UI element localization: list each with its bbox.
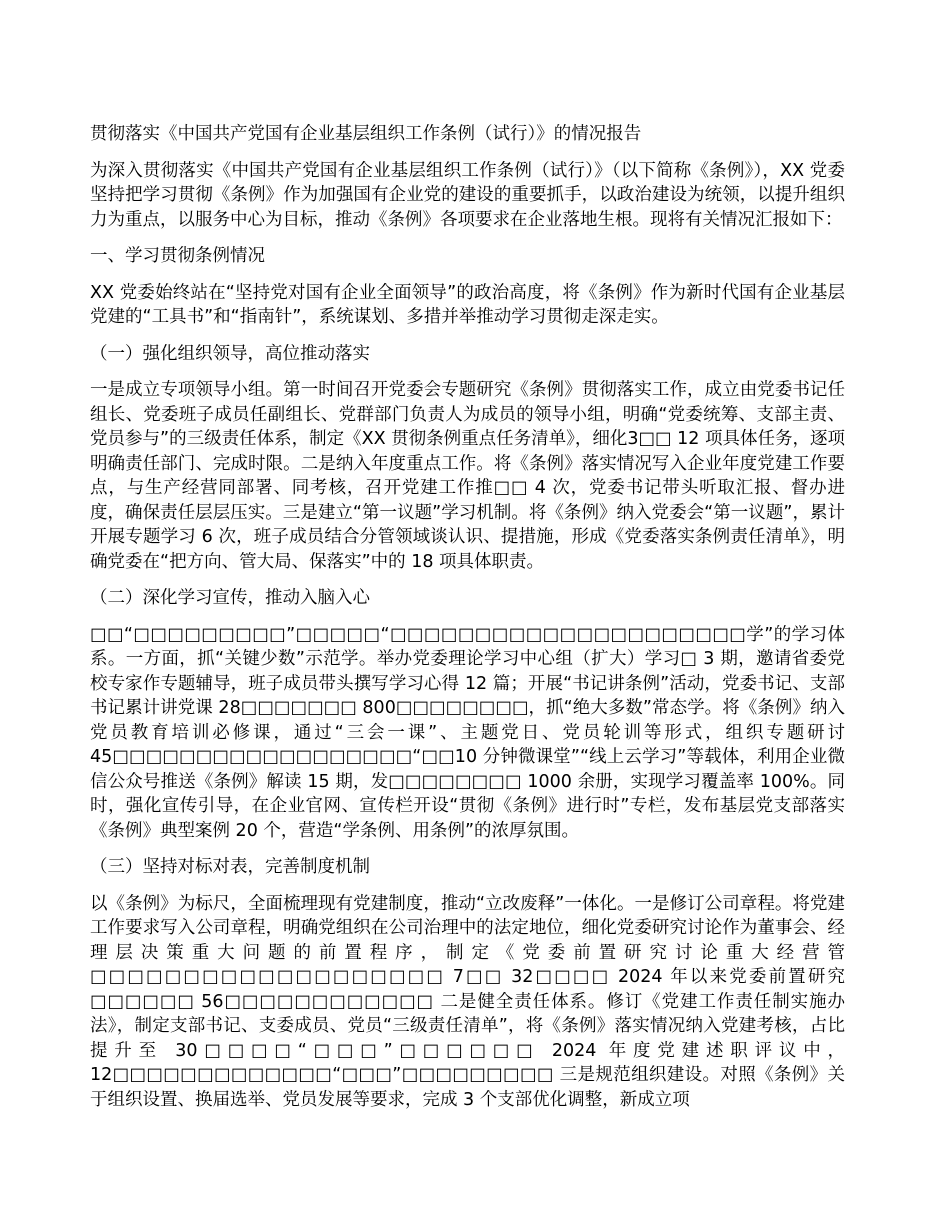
subsection-1-heading: （一）强化组织领导，高位推动落实 [90,343,370,364]
section-1-heading: 一、学习贯彻条例情况 [90,246,265,266]
subsection-2-heading: （二）深化学习宣传，推动入脑入心 [90,588,370,608]
intro-paragraph: 为深入贯彻落实《中国共产党国有企业基层组织工作条例（试行）》（以下简称《条例》），XX 党委坚持把学习贯彻《条例》作为加强国有企业党的建设的重要抓手，以政治建设为统领，以提升组织力为重点，以服务中心为目标，推动《条例》各项要求在企业落地生根。现将有关情况汇报如下： [90,160,845,230]
subsection-1-body: 一是成立专项领导小组。第一时间召开党委会专题研究《条例》贯彻落实工作，成立由党委书记任组长、党委班子成员任副组长、党群部门负责人为成员的领导小组，明确“党委统筹、支部主责、党员参与”的三级责任体系，制定《XX 贯彻条例重点任务清单》，细化3□□ 12 项具体任务，逐项明确责任部门、完成时限。二是纳入年度重点工作。将《条例》落实情况写入企业年度党建工作要点，与生产经营同部署、同考核，召开党建工作推□□ 4 次，党委书记带头听取汇报、督办进度，确保责任层层压实。三是建立“第一议题”学习机制。将《条例》纳入党委会“第一议题”，累计开展专题学习 6 次，班子成员结合分管领域谈认识、提措施，形成《党委落实条例责任清单》，明确党委在“把方向、管大局、保落实”中的 18 项具体职责。 [90,380,845,572]
section-1-lead: XX 党委始终站在“坚持党对国有企业全面领导”的政治高度，将《条例》作为新时代国有企业基层党建的“工具书”和“指南针”，系统谋划、多措并举推动学习贯彻走深走实。 [90,282,845,327]
subsection-2-body: □□“□□□□□□□□□”□□□□□“□□□□□□□□□□□□□□□□□□□□□学”的学习体系。一方面，抓“关键少数”示范学。举办党委理论学习中心组（扩大）学习□ 3 期，邀请省委党校专家作专题辅导，班子成员带头撰写学习心得 12 篇；开展“书记讲条例”活动，党委书记、支部书记累计讲党课 28□□□□□□□ 800□□□□□□□□，抓“绝大多数”常态学。将《条例》纳入党员教育培训必修课，通过“三会一课”、主题党日、党员轮训等形式，组织专题研讨 45□□□□□□□□□□□□□□□□□□“□□10 分钟微课堂”“线上云学习”等载体，利用企业微信公众号推送《条例》解读 15 期，发□□□□□□□□ 1000 余册，实现学习覆盖率 100%。同时，强化宣传引导，在企业官网、宣传栏开设“贯彻《条例》进行时”专栏，发布基层党支部落实《条例》典型案例 20 个，营造“学条例、用条例”的浓厚氛围。 [90,624,845,841]
subsection-3-body: 以《条例》为标尺，全面梳理现有党建制度，推动“立改废释”一体化。一是修订公司章程。将党建工作要求写入公司章程，明确党组织在公司治理中的法定地位，细化党委研究讨论作为董事会、经理层决策重大问题的前置程序，制定《党委前置研究讨论重大经营管□□□□□□□□□□□□□□□□□□□ 7□□ 32□□□□ 2024 年以来党委前置研究□□□□□□ 56□□□□□□□□□□□□ 二是健全责任体系。修订《党建工作责任制实施办法》，制定支部书记、支委成员、党员“三级责任清单”，将《条例》落实情况纳入党建考核，占比提升至 30□□□□“□□□”□□□□□□ 2024 年度党建述职评议中，12□□□□□□□□□□□□□“□□□”□□□□□□□□□ 三是规范组织建设。对照《条例》关于组织设置、换届选举、党员发展等要求，完成 3 个支部优化调整，新成立项 [90,893,845,1110]
subsection-3-heading: （三）坚持对标对表，完善制度机制 [90,857,370,877]
document-title: 贯彻落实《中国共产党国有企业基层组织工作条例（试行）》的情况报告 [90,124,642,144]
